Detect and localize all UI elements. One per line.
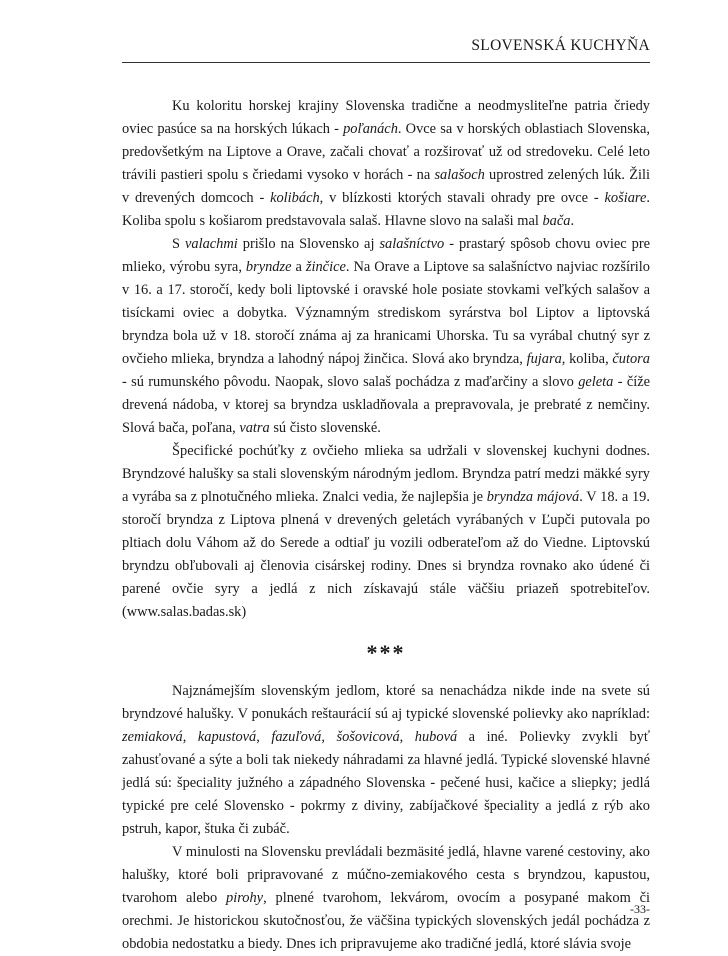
- italic-term: košiare: [604, 190, 647, 206]
- paragraph-halusky: [122, 680, 650, 841]
- running-head-title: SLOVENSKÁ KUCHYŇA: [471, 37, 650, 54]
- text-run: - číže drevená nádoba, v ktorej sa bryndza uskladňovala a prepravovala, je prebraté z nemčiny. Slová bača, poľana,: [122, 374, 651, 436]
- text-run: ,: [256, 729, 272, 745]
- italic-term: fujara: [526, 351, 562, 367]
- italic-term: bryndza májová: [486, 489, 580, 505]
- text-run: ,: [399, 729, 415, 745]
- section-separator: ***: [366, 640, 406, 665]
- text-run: . Ovce sa v horských oblastiach Slovenska, predovšetkým na Liptove a Orave, začali chovať a rozširovať už od stredoveku. Celé leto trávili pastieri spolu s čriedami vysoko v horách - na: [122, 121, 650, 183]
- paragraph-history: [122, 841, 650, 956]
- text-run: , plnené tvarohom, lekvárom, ovocím a posypané makom či orechmi. Je historickou skutočnosťou, že väčšina typických slovenských jedál pochádza z obdobia nedostatku a biedy. Dnes ich pripravujeme ako tradičné jedlá, ktoré slávia svoje: [122, 890, 650, 952]
- italic-term: bača: [542, 213, 571, 229]
- text-run: - prastarý spôsob chovu oviec pre mlieko, výrobu syra,: [122, 236, 650, 275]
- italic-term: hubová: [414, 729, 458, 745]
- italic-term: bryndze: [245, 259, 292, 275]
- text-run: Ku koloritu horskej krajiny Slovenska tradične a neodmysliteľne patria čriedy oviec pasúce sa na horských lúkach -: [122, 98, 650, 137]
- text-run: V minulosti na Slovensku prevládali bezmäsité jedlá, hlavne varené cestoviny, ako halušky, ktoré boli pripravované z múčno-zemiakového cesta s bryndzou, kapustou, tvarohom alebo: [122, 844, 650, 906]
- italic-term: salašoch: [434, 167, 485, 183]
- page-body: [122, 95, 650, 956]
- paragraph-bryndza: [122, 440, 650, 624]
- text-run: a: [291, 259, 306, 275]
- text-run: - sú rumunského pôvodu. Naopak, slovo salaš pochádza z maďarčiny a slovo: [122, 374, 579, 390]
- text-run: uprostred zelených lúk. Žili v drevených domcoch -: [122, 167, 651, 206]
- text-run: sú čisto slovenské.: [269, 420, 381, 436]
- text-run: Špecifické pochúťky z ovčieho mlieka sa udržali v slovenskej kuchyni dodnes. Bryndzové halušky sa stali slovenským národným jedlom. Bryndza patrí medzi mäkké syry a vyrába sa z plnotučného mlieka. Znalci vedia, že najlepšia je: [122, 443, 650, 505]
- text-run: a iné. Polievky zvykli byť zahusťované a sýte a boli tak niekedy náhradami za hlavné jedlá. Typické slovenské hlavné jedlá sú: špeciality južného a západného Slovenska - pečené husi, kačice a sliepky; jedlá typické pre celé Slovensko - pokrmy z diviny, zabíjačkové špeciality a jedlá z rýb ako pstruh, kapor, štuka či zubáč.: [122, 729, 650, 837]
- text-run: . Na Orave a Liptove sa salašníctvo najviac rozšírilo v 16. a 17. storočí, kedy boli liptovské i oravské hole posiate stovkami veľkých salašov a tisíckami oviec a dobytka. Významným strediskom syrárstva bol Liptov a liptovská bryndza bola už v 18. storočí známa aj za hranicami Uhorska. Tu sa vyrábal chutný syr z ovčieho mlieka, bryndza a lahodný nápoj žinčica. Slová ako bryndza,: [122, 259, 650, 367]
- text-run: S: [172, 236, 185, 252]
- italic-term: čutora: [612, 351, 650, 367]
- text-run: , v blízkosti ktorých stavali ohrady pre ovce -: [319, 190, 605, 206]
- paragraph-salas: [122, 95, 650, 233]
- italic-term: poľanách: [343, 121, 398, 137]
- paragraph-salasnictvo: [122, 233, 650, 440]
- text-run: .: [570, 213, 575, 229]
- text-run: . V 18. a 19. storočí bryndza z Liptova plnená v drevených geletách vyrábaných v Ľupči putovala po pltiach dolu Váhom až do Serede a odtiaľ ju vozili odberateľom až do Viedne. Liptovskú bryndzu obľubovali aj členovia cisárskej rodiny. Dnes si bryndza rovnako ako údené či parené ovčie syry a jedlá z nich získavajú stále väčšiu priazeň spotrebiteľov. (www.salas.badas.sk): [122, 489, 650, 620]
- page-number: -33-: [630, 902, 650, 916]
- header-rule: [122, 62, 650, 63]
- text-run: . Koliba spolu s košiarom predstavovala salaš. Hlavne slovo na salaši mal: [122, 190, 650, 229]
- italic-term: valachmi: [185, 236, 238, 252]
- italic-term: pirohy: [226, 890, 264, 906]
- italic-term: fazuľová: [271, 729, 322, 745]
- italic-term: šošovicová: [336, 729, 400, 745]
- italic-term: žinčice: [305, 259, 346, 275]
- text-run: prišlo na Slovensko aj: [237, 236, 380, 252]
- italic-term: zemiaková: [122, 729, 183, 745]
- italic-term: kapustová: [197, 729, 257, 745]
- italic-term: salašníctvo: [379, 236, 445, 252]
- italic-term: geleta: [578, 374, 614, 390]
- text-run: Najznámejším slovenským jedlom, ktoré sa nenachádza nikde inde na svete sú bryndzové halušky. V ponukách reštaurácií sú aj typické slovenské polievky ako napríklad:: [122, 683, 650, 722]
- italic-term: kolibách: [270, 190, 320, 206]
- text-run: ,: [321, 729, 337, 745]
- text-run: ,: [182, 729, 198, 745]
- text-run: , koliba,: [561, 351, 613, 367]
- italic-term: vatra: [239, 420, 270, 436]
